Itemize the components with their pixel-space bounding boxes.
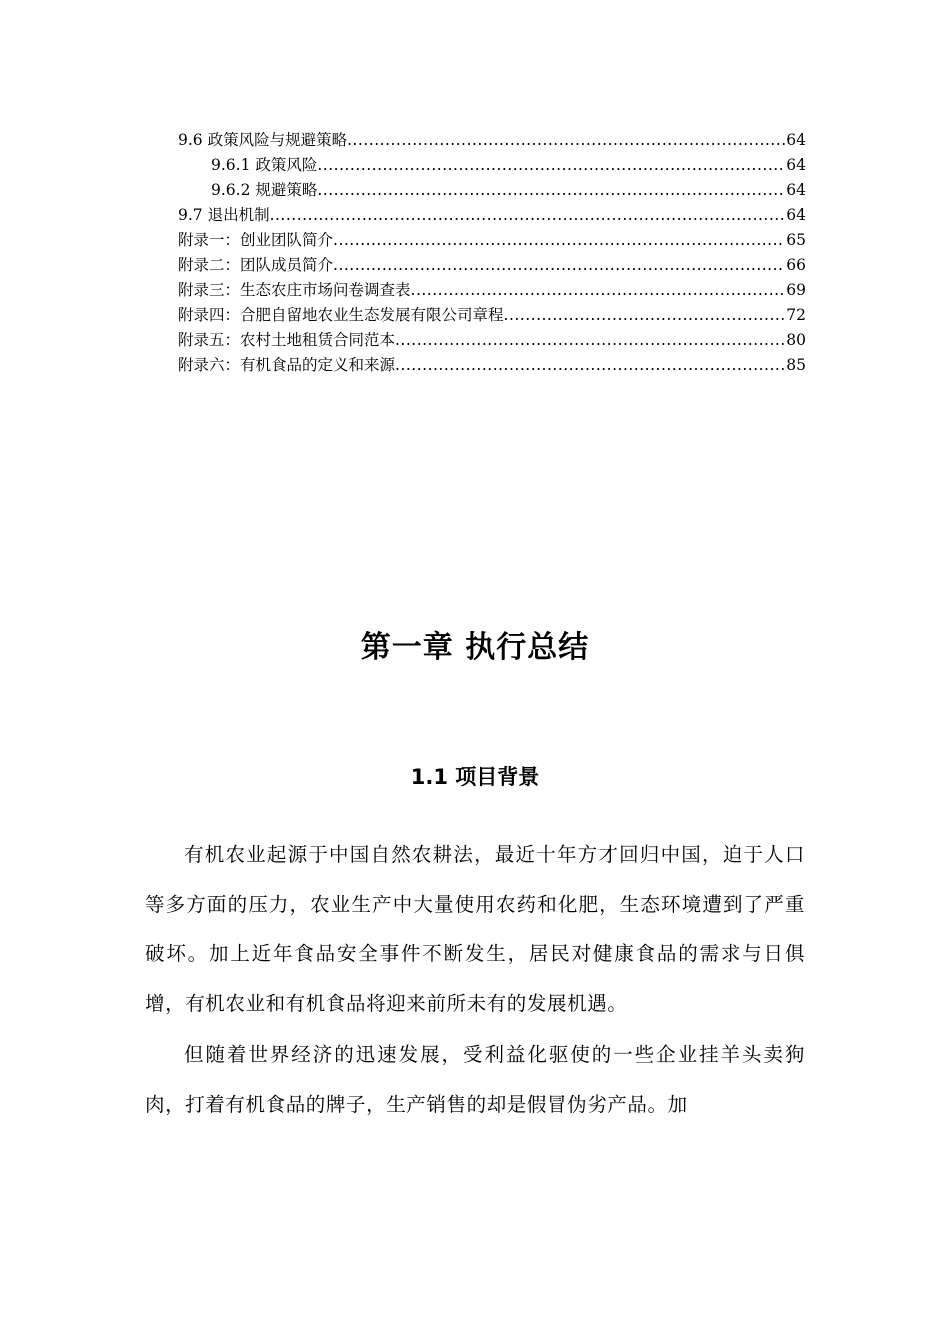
toc-entry-title: 9.6.2 规避策略 [211,181,318,199]
body-text [145,830,805,1131]
toc-entry[interactable] [178,153,806,178]
toc-dot-leader [333,253,785,278]
toc-dot-leader [333,228,785,253]
toc-entry-page: 80 [786,331,806,349]
toc-entry[interactable] [178,128,806,153]
toc-entry-page: 64 [786,131,806,149]
toc-entry[interactable] [178,303,806,328]
toc-entry-title: 附录三：生态农庄市场问卷调查表 [178,281,411,299]
toc-dot-leader [270,203,786,228]
section-title: 1.1 项目背景 [410,765,540,790]
chapter-title: 第一章 执行总结 [360,630,590,666]
toc-entry-title: 附录一：创业团队简介 [178,231,334,249]
toc-entry[interactable] [178,328,806,353]
table-of-contents [178,128,806,378]
toc-dot-leader [317,153,785,178]
toc-entry-title: 附录二：团队成员简介 [178,256,334,274]
toc-dot-leader [347,128,785,153]
toc-entry[interactable] [178,203,806,228]
toc-entry-page: 64 [786,181,806,199]
toc-entry-title: 附录五：农村土地租赁合同范本 [178,331,396,349]
toc-entry-page: 64 [786,206,806,224]
toc-dot-leader [395,353,785,378]
toc-entry-page: 65 [786,231,806,249]
toc-entry[interactable] [178,228,806,253]
toc-entry-page: 85 [786,356,806,374]
toc-dot-leader [411,278,786,303]
toc-entry-page: 69 [786,281,806,299]
toc-entry-page: 72 [786,306,806,324]
paragraph: 有机农业起源于中国自然农耕法，最近十年方才回归中国，迫于人口等多方面的压力，农业生产中大量使用农药和化肥，生态环境遭到了严重破坏。加上近年食品安全事件不断发生，居民对健康食品的需求与日俱增，有机农业和有机食品将迎来前所未有的发展机遇。 [145,843,805,1015]
toc-dot-leader [395,328,785,353]
toc-dot-leader [504,303,786,328]
toc-entry[interactable] [178,278,806,303]
toc-entry-title: 附录六：有机食品的定义和来源 [178,356,396,374]
toc-entry[interactable] [178,178,806,203]
paragraph: 但随着世界经济的迅速发展，受利益化驱使的一些企业挂羊头卖狗肉，打着有机食品的牌子，生产销售的却是假冒伪劣产品。加 [145,1043,805,1116]
toc-entry-title: 附录四：合肥自留地农业生态发展有限公司章程 [178,306,504,324]
toc-entry[interactable] [178,353,806,378]
toc-entry-title: 9.6 政策风险与规避策略 [178,131,348,149]
toc-entry[interactable] [178,253,806,278]
toc-entry-page: 66 [786,256,806,274]
toc-entry-title: 9.6.1 政策风险 [211,156,318,174]
toc-entry-page: 64 [786,156,806,174]
toc-dot-leader [317,178,785,203]
toc-entry-title: 9.7 退出机制 [178,206,270,224]
